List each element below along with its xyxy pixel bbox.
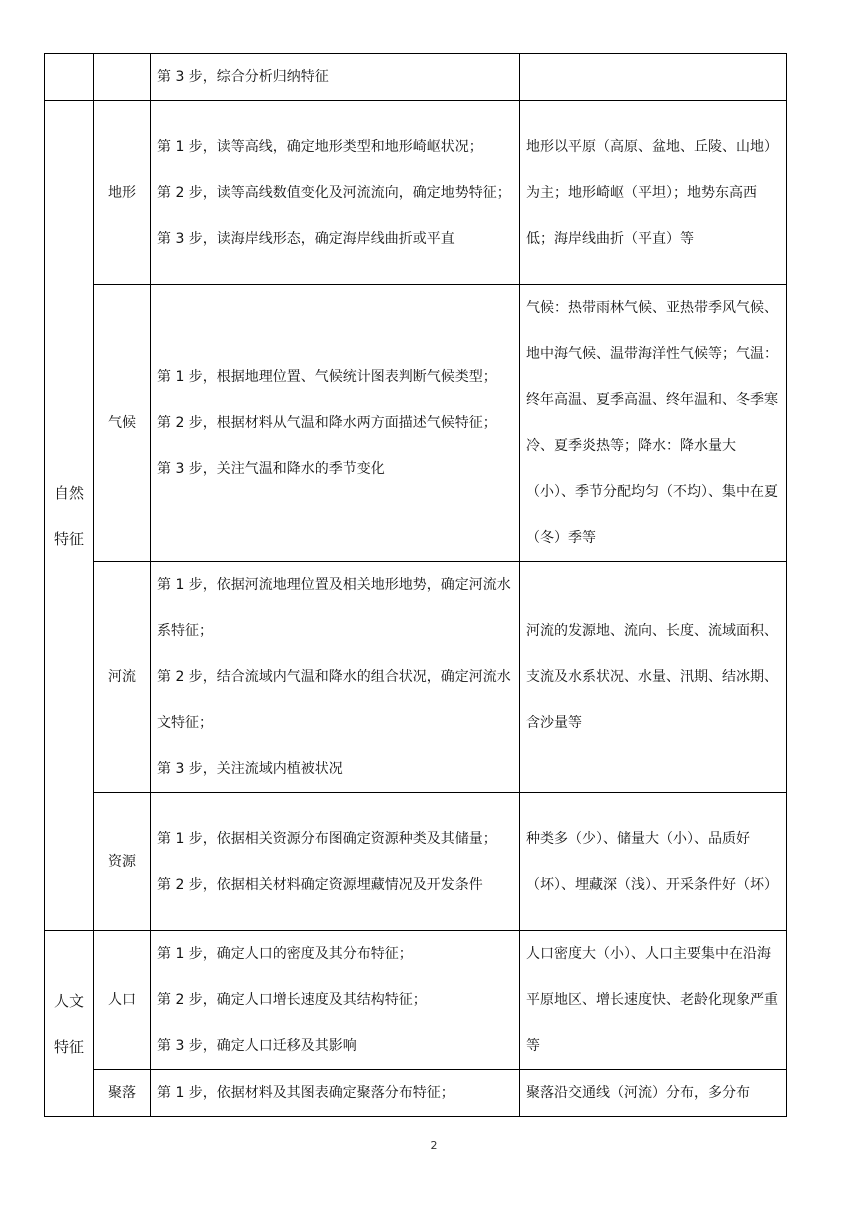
- step-text: 第 2 步，确定人口增长速度及其结构特征；: [157, 992, 427, 1008]
- aspect-label: 气候: [108, 415, 136, 431]
- tips-text: 种类多（少）、储量大（小）、品质好（坏）、埋藏深（浅）、开采条件好（坏）: [526, 830, 778, 893]
- steps-cell: [151, 1070, 520, 1117]
- tips-cell: [520, 931, 787, 1070]
- aspect-label: 人口: [108, 992, 136, 1008]
- step-text: 第 1 步，依据材料及其图表确定聚落分布特征；: [157, 1085, 455, 1101]
- aspect-cell-empty: [94, 54, 151, 101]
- steps-cell: [151, 54, 520, 101]
- step-text: 第 3 步，读海岸线形态，确定海岸线曲折或平直: [157, 230, 455, 247]
- step-text: 第 3 步，综合分析归纳特征: [157, 69, 329, 85]
- tips-text: 地形以平原（高原、盆地、丘陵、山地）为主；地形崎岖（平坦）；地势东高西低；海岸线曲折（平直）等: [526, 138, 778, 247]
- category-label: 自然特征: [54, 483, 85, 548]
- step-text: 第 2 步，依据相关材料确定资源埋藏情况及开发条件: [157, 876, 483, 893]
- step-text: 第 2 步，读等高线数值变化及河流流向，确定地势特征；: [157, 184, 511, 201]
- table-row: [45, 1070, 787, 1117]
- tips-cell: [520, 562, 787, 793]
- category-label: 人文特征: [54, 991, 85, 1056]
- aspect-cell-population: [94, 931, 151, 1070]
- geography-feature-table: [44, 53, 787, 1117]
- aspect-label: 河流: [108, 669, 136, 685]
- step-text: 第 3 步，确定人口迁移及其影响: [157, 1038, 357, 1054]
- step-text: 第 1 步，确定人口的密度及其分布特征；: [157, 946, 413, 962]
- tips-cell: [520, 1070, 787, 1117]
- table-row: [45, 793, 787, 931]
- step-text: 第 1 步，依据相关资源分布图确定资源种类及其储量；: [157, 830, 497, 847]
- tips-cell-empty: [520, 54, 787, 101]
- steps-cell: [151, 285, 520, 562]
- tips-cell: [520, 285, 787, 562]
- table-row: [45, 931, 787, 1070]
- table-row: [45, 562, 787, 793]
- tips-cell: [520, 101, 787, 285]
- table-row: [45, 285, 787, 562]
- step-text: 第 2 步，根据材料从气温和降水两方面描述气候特征；: [157, 415, 497, 431]
- aspect-cell-resources: [94, 793, 151, 931]
- aspect-label: 地形: [108, 184, 136, 201]
- category-cell-natural: [45, 101, 94, 931]
- steps-cell: [151, 793, 520, 931]
- table-row: [45, 54, 787, 101]
- tips-text: 聚落沿交通线（河流）分布，多分布: [526, 1085, 750, 1101]
- aspect-cell-river: [94, 562, 151, 793]
- steps-cell: [151, 562, 520, 793]
- step-text: 第 3 步，关注气温和降水的季节变化: [157, 461, 385, 477]
- step-text: 第 1 步，根据地理位置、气候统计图表判断气候类型；: [157, 369, 497, 385]
- steps-cell: [151, 931, 520, 1070]
- step-text: 第 1 步，读等高线，确定地形类型和地形崎岖状况；: [157, 138, 483, 155]
- aspect-cell-settlement: [94, 1070, 151, 1117]
- steps-cell: [151, 101, 520, 285]
- aspect-cell-climate: [94, 285, 151, 562]
- tips-text: 气候：热带雨林气候、亚热带季风气候、地中海气候、温带海洋性气候等；气温：终年高温、夏季高温、终年温和、冬季寒冷、夏季炎热等；降水：降水量大（小）、季节分配均匀（不均）、集中在夏（冬）季等: [526, 300, 778, 546]
- table-row: [45, 101, 787, 285]
- aspect-cell-terrain: [94, 101, 151, 285]
- tips-cell: [520, 793, 787, 931]
- tips-text: 河流的发源地、流向、长度、流域面积、支流及水系状况、水量、汛期、结冰期、含沙量等: [526, 623, 778, 731]
- step-text: 第 3 步，关注流域内植被状况: [157, 761, 343, 777]
- category-cell-empty: [45, 54, 94, 101]
- category-cell-human: [45, 931, 94, 1117]
- page-number: 2: [430, 1139, 438, 1152]
- step-text: 第 2 步，结合流域内气温和降水的组合状况，确定河流水文特征；: [157, 669, 511, 731]
- step-text: 第 1 步，依据河流地理位置及相关地形地势，确定河流水系特征；: [157, 577, 511, 639]
- aspect-label: 资源: [108, 853, 136, 870]
- tips-text: 人口密度大（小）、人口主要集中在沿海平原地区、增长速度快、老龄化现象严重等: [526, 946, 778, 1054]
- aspect-label: 聚落: [108, 1085, 136, 1101]
